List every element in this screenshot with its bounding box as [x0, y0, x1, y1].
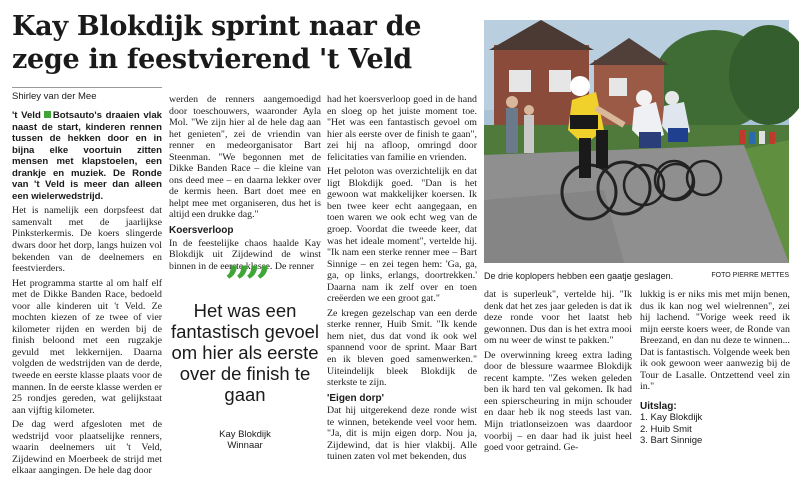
pull-quote [168, 256, 322, 451]
article-column-5 [640, 289, 790, 447]
body-paragraph: In de feestelijke chaos haalde Kay Blokdijk uit Zijdewind de winst binnen in de eerste klasse. De renner [169, 237, 321, 272]
body-paragraph: Het peloton was overzichtelijk en dat ligt Blokdijk goed. "Dan is het gewoon wat makkelijker koersen. Ik ben twee keer echt aangegaan, en toen waren we ook echt weg van de groep. Voordat die tweede keer, dat was het ideale moment", vertelde hij. "Ik nam een sterke renner mee – Bart Sinnige – en zei tegen hem: 'Ga, ga, ga, op links, erlangs, doortrekken.' Daarna nam ik zelf over en toen creëerden we een groot gat." [327, 166, 477, 305]
article-column-4 [484, 289, 632, 454]
photo-caption [484, 271, 789, 281]
byline: Shirley van der Mee [12, 87, 162, 102]
results-list [640, 412, 790, 447]
body-paragraph: had het koersverloop goed in de hand en sloeg op het juiste moment toe. "Het was een fantastisch gevoel om hier als eerste over de finish te gaan", zei hij na afloop, omringd door felicitaties van familie en vrienden. [327, 94, 477, 163]
quote-role: Winnaar [227, 440, 263, 451]
caption-text: De drie koplopers hebben een gaatje geslagen. [484, 271, 674, 281]
body-paragraph: Dat hij uitgerekend deze ronde wist te winnen, betekende veel voor hem. "Ja, dit is mijn eigen dorp. Nou ja, Zijdewind, dat is hier vlakbij. Alle tuinen zaten vol met bekenden, dus [327, 405, 477, 463]
body-paragraph: Het programma startte al om half elf met de Dikke Banden Race, bedoeld voor alle kinderen uit 't Veld. Ze mochten kiezen of ze twee of vier kilometer rijden en werden bij de finish beloond met een rugzakje gevuld met lekkernijen. Daarna volgden de wedstrijden van de derde, tweede en eerste klasse plaats voor de mannen. In de eerste klasse werden er 25 rondjes gereden, wat gelijkstaat aan vijftig kilometer. [12, 277, 162, 416]
article-column-3 [327, 94, 477, 463]
subheading-koersverloop: Koersverloop [169, 225, 234, 237]
dateline-square-icon [44, 111, 51, 118]
body-paragraph: dat is superleuk", vertelde hij. "Ik denk dat het zes jaar geleden is dat ik deze ronde voor het laatst heb gewonnen. Dus dan is het extra mooi om nu weer de winst te pakken." [484, 289, 632, 347]
race-photo [484, 20, 789, 263]
lead-paragraph [12, 110, 162, 202]
dateline: 't Veld [12, 110, 41, 121]
quote-attribution [168, 429, 322, 451]
results-title: Uitslag: [640, 400, 677, 412]
photo-credit: FOTO PIERRE METTES [711, 272, 789, 279]
result-item: 2. Huib Smit [640, 423, 692, 435]
article-column-2 [169, 94, 321, 272]
subheading-eigen-dorp: 'Eigen dorp' [327, 392, 384, 404]
body-paragraph: De overwinning kreeg extra lading door de blessure waarmee Blokdijk recent kampte. "Zes weken geleden ben ik hard ten val gekomen. Ik had een spierscheuring in mijn schouder en daar heb ik nog steeds last van. Mijn triatlonseizoen was daardoor voorbij – en daar had ik juist heel goed voor getraind. Ge- [484, 349, 632, 454]
body-paragraph: De dag werd afgesloten met de wedstrijd voor plaatselijke renners, waarin deelnemers uit 't Veld, Zijdewind en Moerbeek de strijd met elkaar aangingen. De hele dag door [12, 419, 162, 477]
body-paragraph: Ze kregen gezelschap van een derde sterke renner, Huib Smit. "Ik kende hem niet, dus dat vond ik ook wel spannend voor de sprint. Maar Bart en ik bleven goed samenwerken." Uiteindelijk bleek Blokdijk de sterkste te zijn. [327, 307, 477, 389]
article-column-1 [12, 110, 162, 477]
lead-text: Botsauto's draaien vlak naast de start, kinderen rennen tussen de hekken door en in bijna elke voortuin zitten mensen met klapstoelen, een drankje en muziek. De Ronde van 't Veld is meer dan alleen een wielerwedstrijd. [12, 110, 162, 202]
headline: Kay Blokdijk sprint naar de zege in feestvierend 't Veld [12, 11, 422, 75]
quote-name: Kay Blokdijk [219, 429, 271, 440]
quote-mark-icon: ”” [224, 256, 266, 310]
body-paragraph: werden de renners aangemoedigd door toeschouwers, waaronder Ayla Mol. "We zijn hier al de hele dag aan het genieten", zei de vriendin van renner en medeorganisator Bart Steenman. "We begonnen met de Dikke Banden Race – die kleine van ons deed mee – en daarna lekker over de kermis heen. Bart doet mee en helpt mee met organiseren, dus het is altijd een drukke dag." [169, 94, 321, 221]
quote-text: Het was een fantastisch gevoel om hier als eerste over de finish te gaan [170, 300, 320, 405]
cyclists-illustration [484, 20, 789, 263]
body-paragraph: Het is namelijk een dorpsfeest dat samenvalt met de jaarlijkse Pinksterkermis. De koers slingerde dwars door het dorp, langs huizen vol bekenden van de deelnemers en feestvierders. [12, 205, 162, 275]
body-paragraph: lukkig is er niks mis met mijn benen, dus ik kan nog wel wielrennen", zei hij lachend. "Vorige week reed ik mijn eerste koers weer, de Ronde van Breezand, en dan nu deze te winnen... Dat is fantastisch. Volgende week ben ik ook gewoon weer aanwezig bij de Tour de Lasalle. Ontzettend veel zin in." [640, 289, 790, 393]
result-item: 1. Kay Blokdijk [640, 412, 703, 424]
result-item: 3. Bart Sinnige [640, 435, 703, 447]
